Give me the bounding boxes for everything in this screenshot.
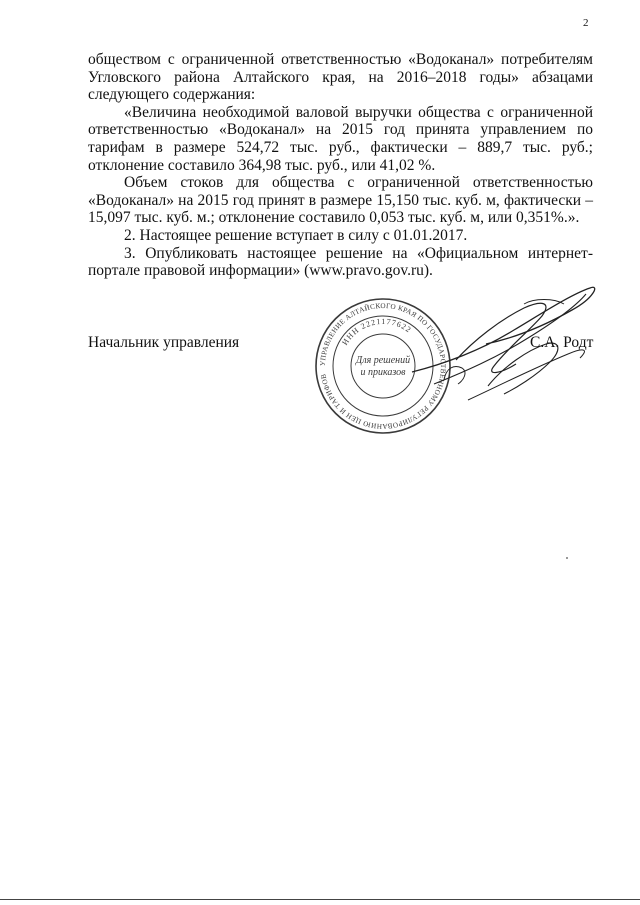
stamp-center-line1: Для решений (355, 355, 411, 366)
paragraph: «Величина необходимой валовой выручки общества с ограниченной ответственностью «Водоканал» на 2015 год принята управлением по тарифам в размере 524,72 тыс. руб., фактически – 889,7 тыс. руб.; отклонение составило 364,98 тыс. руб., или 41,02 %. (88, 103, 593, 174)
stamp-center-line2: и приказов (360, 367, 406, 378)
signatory-position: Начальник управления (88, 334, 240, 351)
paragraph: обществом с ограниченной ответственностью «Водоканал» потребителям Угловского района Алтайского края, на 2016–2018 годы» абзацами следующего содержания: (88, 51, 593, 104)
stamp-ring-text: УПРАВЛЕНИЕ АЛТАЙСКОГО КРАЯ ПО ГОСУДАРСТВЕННОМУ РЕГУЛИРОВАНИЮ ЦЕН И ТАРИФОВ (318, 301, 448, 431)
paragraph: Объем стоков для общества с ограниченной ответственностью «Водоканал» на 2015 год принят в размере 15,150 тыс. куб. м, фактически – 15,097 тыс. куб. м.; отклонение составило 0,053 тыс. куб. м, или 0,351%.». (88, 174, 593, 227)
signatory-name: С.А. Родт (530, 334, 594, 351)
stamp-inn-text: ИНН 2221177622 (340, 316, 414, 347)
paragraph: 3. Опубликовать настоящее решение на «Официальном интернет-портале правовой информации» (www.pravo.gov.ru). (88, 244, 593, 280)
page-number: 2 (583, 17, 589, 29)
paragraph: 2. Настоящее решение вступает в силу с 01.01.2017. (124, 226, 468, 244)
svg-text:ИНН 2221177622 (340, 317, 413, 347)
scan-bottom-edge (0, 899, 640, 900)
scan-speck (566, 557, 568, 559)
document-body (88, 51, 593, 280)
